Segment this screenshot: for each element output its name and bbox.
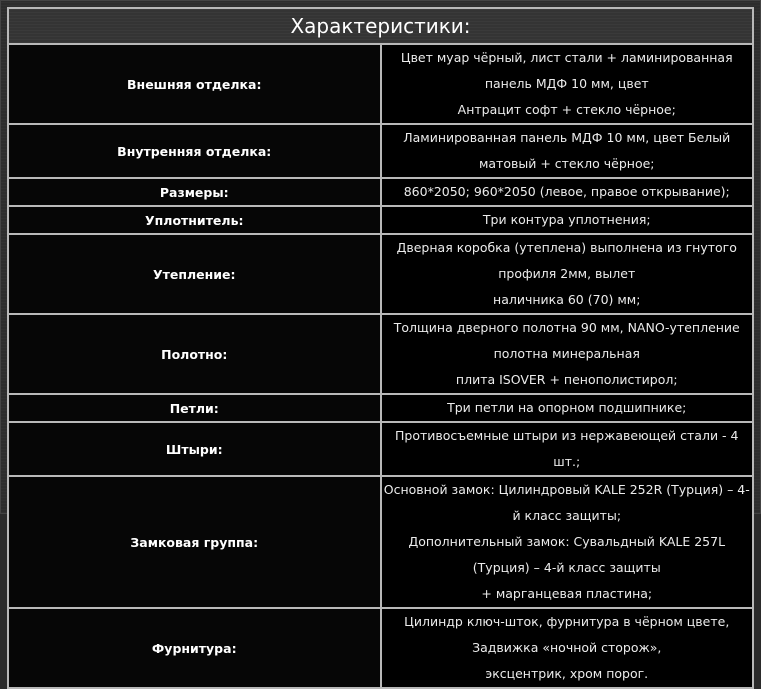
- row-value-hinges: [381, 394, 754, 422]
- value-line: Противосъемные штыри из нержавеющей стали - 4 шт.;: [395, 428, 739, 469]
- value-line: эксцентрик, хром порог.: [485, 666, 649, 681]
- row-label-interior: Внутренняя отделка:: [8, 124, 381, 178]
- value-line: Три контура уплотнения;: [482, 212, 651, 227]
- value-line: Антрацит софт + стекло чёрное;: [457, 102, 676, 117]
- row-label-sizes: Размеры:: [8, 178, 381, 206]
- value-line: Основной замок: Цилиндровый KALE 252R (Турция) – 4-й класс защиты;: [383, 482, 750, 523]
- table-row: [8, 44, 753, 124]
- row-label-leaf: Полотно:: [8, 314, 381, 394]
- row-value-fittings: [381, 608, 754, 688]
- spec-table: [7, 7, 754, 689]
- table-row: [8, 124, 753, 178]
- row-value-insulation: [381, 234, 754, 314]
- row-value-sizes: [381, 178, 754, 206]
- value-line: Ламинированная панель МДФ 10 мм, цвет Белый матовый + стекло чёрное;: [403, 130, 731, 171]
- value-line: плита ISOVER + пенополистирол;: [455, 372, 678, 387]
- value-line: Три петли на опорном подшипнике;: [447, 400, 687, 415]
- value-line: Дверная коробка (утеплена) выполнена из гнутого профиля 2мм, вылет: [396, 240, 737, 281]
- value-line: Дополнительный замок: Сувальдный KALE 257L (Турция) – 4-й класс защиты: [408, 534, 726, 575]
- row-label-fittings: Фурнитура:: [8, 608, 381, 688]
- table-row: [8, 234, 753, 314]
- value-line: Толщина дверного полотна 90 мм, NANO-утепление полотна минеральная: [393, 320, 740, 361]
- table-row: [8, 178, 753, 206]
- table-row: [8, 206, 753, 234]
- table-row: [8, 476, 753, 608]
- value-line: Цвет муар чёрный, лист стали + ламинированная панель МДФ 10 мм, цвет: [400, 50, 733, 91]
- value-line: Цилиндр ключ-шток, фурнитура в чёрном цвете, Задвижка «ночной сторож»,: [404, 614, 730, 655]
- row-label-pins: Штыри:: [8, 422, 381, 476]
- row-label-exterior: Внешняя отделка:: [8, 44, 381, 124]
- table-row: [8, 422, 753, 476]
- row-value-exterior: [381, 44, 754, 124]
- row-value-locks: [381, 476, 754, 608]
- table-title: Характеристики:: [8, 8, 753, 44]
- row-value-pins: [381, 422, 754, 476]
- row-label-locks: Замковая группа:: [8, 476, 381, 608]
- value-line: наличника 60 (70) мм;: [493, 292, 641, 307]
- value-line: + марганцевая пластина;: [481, 586, 653, 601]
- row-value-leaf: [381, 314, 754, 394]
- value-line: 860*2050; 960*2050 (левое, правое открывание);: [403, 184, 730, 199]
- table-row: [8, 314, 753, 394]
- row-value-interior: [381, 124, 754, 178]
- table-row: [8, 608, 753, 688]
- row-label-hinges: Петли:: [8, 394, 381, 422]
- row-label-insulation: Утепление:: [8, 234, 381, 314]
- row-label-seal: Уплотнитель:: [8, 206, 381, 234]
- row-value-seal: [381, 206, 754, 234]
- table-row: [8, 394, 753, 422]
